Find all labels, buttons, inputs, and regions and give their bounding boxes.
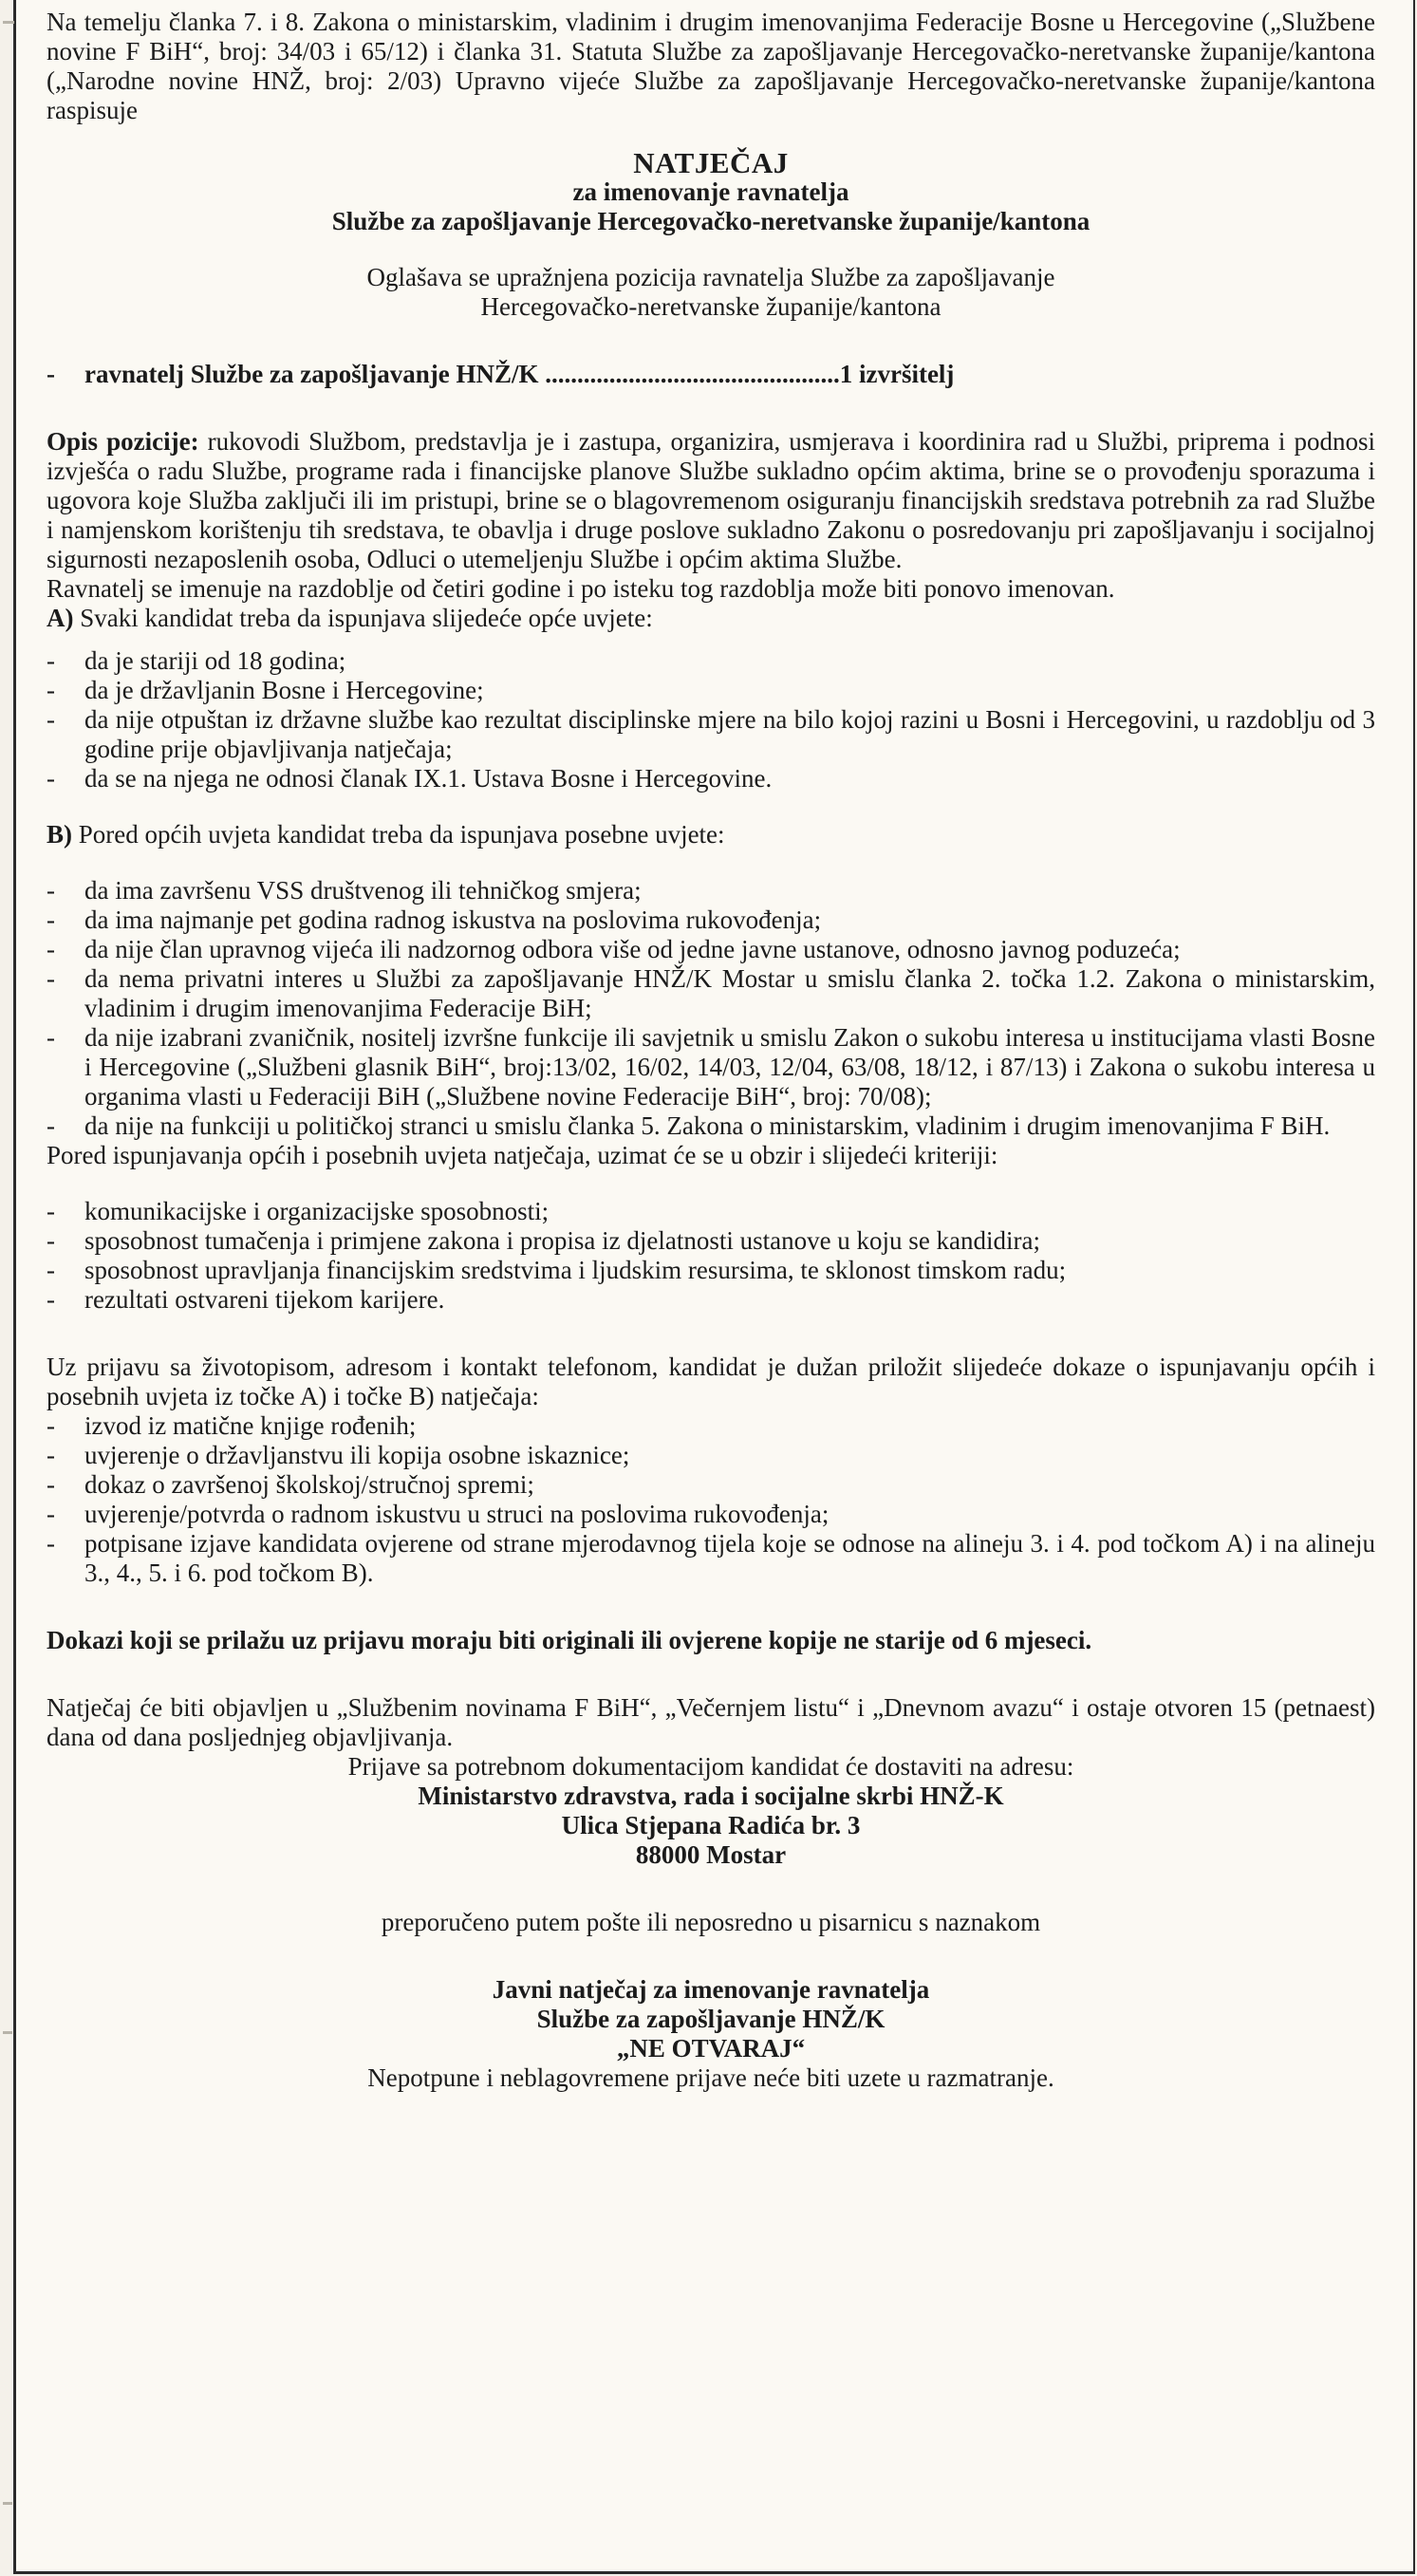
- list-item: - komunikacijske i organizacijske sposobnosti;: [47, 1197, 1375, 1226]
- scan-artifact: [3, 21, 14, 24]
- list-item: - da nije na funkciji u političkoj stranci u smislu članka 5. Zakona o ministarskim, vladinim i drugim imenovanjima F BiH.: [47, 1111, 1375, 1141]
- scan-artifact: [3, 2031, 12, 2034]
- section-a-text: Svaki kandidat treba da ispunjava slijedeće opće uvjete:: [73, 604, 653, 632]
- list-item: - da nema privatni interes u Službi za zapošljavanje HNŽ/K Mostar u smislu članka 2. točka 1.2. Zakona o ministarskim, vladinim i drugim imenovanjima Federacije BiH;: [47, 964, 1375, 1023]
- section-a-list: [47, 646, 1375, 793]
- list-item: - rezultati ostvareni tijekom karijere.: [47, 1285, 1375, 1315]
- criteria-list: [47, 1197, 1375, 1315]
- section-b-list: [47, 876, 1375, 1141]
- section-b-text: Pored općih uvjeta kandidat treba da ispunjava posebne uvjete:: [72, 820, 725, 849]
- address-line-2: Ulica Stjepana Radića br. 3: [561, 1811, 861, 1839]
- document-subtitle-1: za imenovanje ravnatelja: [572, 177, 849, 206]
- list-item: - da ima najmanje pet godina radnog iskustva na poslovima rukovođenja;: [47, 905, 1375, 935]
- description-text: rukovodi Službom, predstavlja je i zastupa, organizira, usmjerava i koordinira rad u Službi, priprema i podnosi izvješća o radu Službe, programe rada i financijske planove Službe sukladno općim aktima, brine se o provođenju sporazuma i ugovora koje Služba zaključi ili im pristupi, brine se o blagovremenom osiguranju financijskih sredstava potrebnih za rad Službe i namjenskom korištenju tih sredstava, te obavlja i druge poslove sukladno Zakonu o posredovanju pri zapošljavanju i socijalnoj sigurnosti nezaposlenih osoba, Odluci o utemeljenju Službe i općim aktima Službe.: [47, 427, 1375, 573]
- list-item: - da nije član upravnog vijeća ili nadzornog odbora više od jedne javne ustanove, odnosno javnog poduzeća;: [47, 935, 1375, 964]
- list-item: - sposobnost upravljanja financijskim sredstvima i ljudskim resursima, te sklonost timskom radu;: [47, 1256, 1375, 1285]
- delivery-text: preporučeno putem pošte ili neposredno u pisarnicu s naznakom: [381, 1908, 1041, 1936]
- list-item: - da ima završenu VSS društvenog ili tehničkog smjera;: [47, 876, 1375, 905]
- envelope-line-1: Javni natječaj za imenovanje ravnatelja: [492, 1975, 930, 2004]
- address-line-3: 88000 Mostar: [635, 1840, 787, 1869]
- list-item: - izvod iz matične knjige rođenih;: [47, 1411, 1375, 1441]
- list-item: - da se na njega ne odnosi članak IX.1. Ustava Bosne i Hercegovine.: [47, 764, 1375, 793]
- position-dash: -: [47, 360, 55, 388]
- list-item: - da nije izabrani zvaničnik, nositelj izvršne funkcije ili savjetnik u smislu Zakon o sukobu interesa u institucijama vlasti Bosne i Hercegovine („Službeni glasnik BiH“, broj:13/02, 16/02, 14/03, 12/04, 63/08, 18/12, i 87/13) i Zakona o sukobu interesa u organima vlasti u Federaciji BiH („Službene novine Federacije BiH“, broj: 70/08);: [47, 1023, 1375, 1111]
- list-item: - da nije otpuštan iz državne službe kao rezultat disciplinske mjere na bilo kojoj razini u Bosni i Hercegovini, u razdoblju od 3 godine prije objavljivanja natječaja;: [47, 705, 1375, 764]
- section-b-label: B): [47, 820, 72, 849]
- section-b-heading: [47, 820, 1375, 849]
- documents-list: [47, 1411, 1375, 1588]
- list-item: - uvjerenje o državljanstvu ili kopija osobne iskaznice;: [47, 1441, 1375, 1470]
- documents-intro: Uz prijavu sa životopisom, adresom i kontakt telefonom, kandidat je dužan priložit slijedeće dokaze o ispunjavanju općih i posebnih uvjeta iz točke A) i točke B) natječaja:: [47, 1353, 1375, 1410]
- position-text: ravnatelj Službe za zapošljavanje HNŽ/K ..............................................1 izvršitelj: [84, 360, 955, 388]
- section-a-label: A): [47, 604, 74, 632]
- announcement-line-2: Hercegovačko-neretvanske županije/kantona: [480, 292, 942, 321]
- list-item: - potpisane izjave kandidata ovjerene od strane mjerodavnog tijela koje se odnose na alineju 3. i 4. pod točkom A) i na alineju 3., 4., 5. i 6. pod točkom B).: [47, 1529, 1375, 1588]
- description-label: Opis pozicije:: [47, 427, 199, 456]
- scan-artifact: [3, 2502, 12, 2505]
- document-content: [47, 8, 1375, 2093]
- document-page: [13, 0, 1415, 2574]
- list-item: - da je državljanin Bosne i Hercegovine;: [47, 676, 1375, 705]
- document-subtitle-2: Službe za zapošljavanje Hercegovačko-neretvanske županije/kantona: [331, 207, 1091, 235]
- list-item: - da je stariji od 18 godina;: [47, 646, 1375, 676]
- position-line: [47, 360, 1375, 389]
- list-item: - uvjerenje/potvrda o radnom iskustvu u struci na poslovima rukovođenja;: [47, 1500, 1375, 1529]
- term-paragraph: Ravnatelj se imenuje na razdoblje od četiri godine i po isteku tog razdoblja može biti ponovo imenovan.: [47, 574, 1115, 603]
- document-title: NATJEČAJ: [633, 146, 789, 179]
- address-line-1: Ministarstvo zdravstva, rada i socijalne skrbi HNŽ-K: [418, 1782, 1004, 1810]
- list-item: - sposobnost tumačenja i primjene zakona i propisa iz djelatnosti ustanove u koju se kandidira;: [47, 1226, 1375, 1256]
- closing-text: Nepotpune i neblagovremene prijave neće biti uzete u razmatranje.: [367, 2063, 1054, 2092]
- envelope-line-3: „NE OTVARAJ“: [616, 2034, 806, 2063]
- intro-paragraph: Na temelju članka 7. i 8. Zakona o ministarskim, vladinim i drugim imenovanjima Federacije Bosne u Hercegovine („Službene novine F BiH“, broj: 34/03 i 65/12) i članka 31. Statuta Službe za zapošljavanje Hercegovačko-neretvanske županije/kantona („Narodne novine HNŽ, broj: 2/03) Upravno vijeće Službe za zapošljavanje Hercegovačko-neretvanske županije/kantona raspisuje: [47, 8, 1375, 124]
- list-item: - dokaz o završenoj školskoj/stručnoj spremi;: [47, 1470, 1375, 1500]
- publication-paragraph: Natječaj će biti objavljen u „Službenim novinama F BiH“, „Večernjem listu“ i „Dnevnom avazu“ i ostaje otvoren 15 (petnaest) dana od dana posljednjeg objavljivanja.: [47, 1693, 1375, 1751]
- envelope-line-2: Službe za zapošljavanje HNŽ/K: [536, 2005, 886, 2033]
- announcement-line-1: Oglašava se upražnjena pozicija ravnatelja Službe za zapošljavanje: [366, 263, 1055, 291]
- criteria-intro: Pored ispunjavanja općih i posebnih uvjeta natječaja, uzimat će se u obzir i slijedeći kriteriji:: [47, 1141, 998, 1169]
- description-paragraph: [47, 427, 1375, 574]
- originals-note: Dokazi koji se prilažu uz prijavu moraju biti originali ili ovjerene kopije ne starije od 6 mjeseci.: [47, 1626, 1092, 1654]
- submission-text: Prijave sa potrebnom dokumentacijom kandidat će dostaviti na adresu:: [347, 1752, 1074, 1781]
- section-a-heading: [47, 604, 1375, 633]
